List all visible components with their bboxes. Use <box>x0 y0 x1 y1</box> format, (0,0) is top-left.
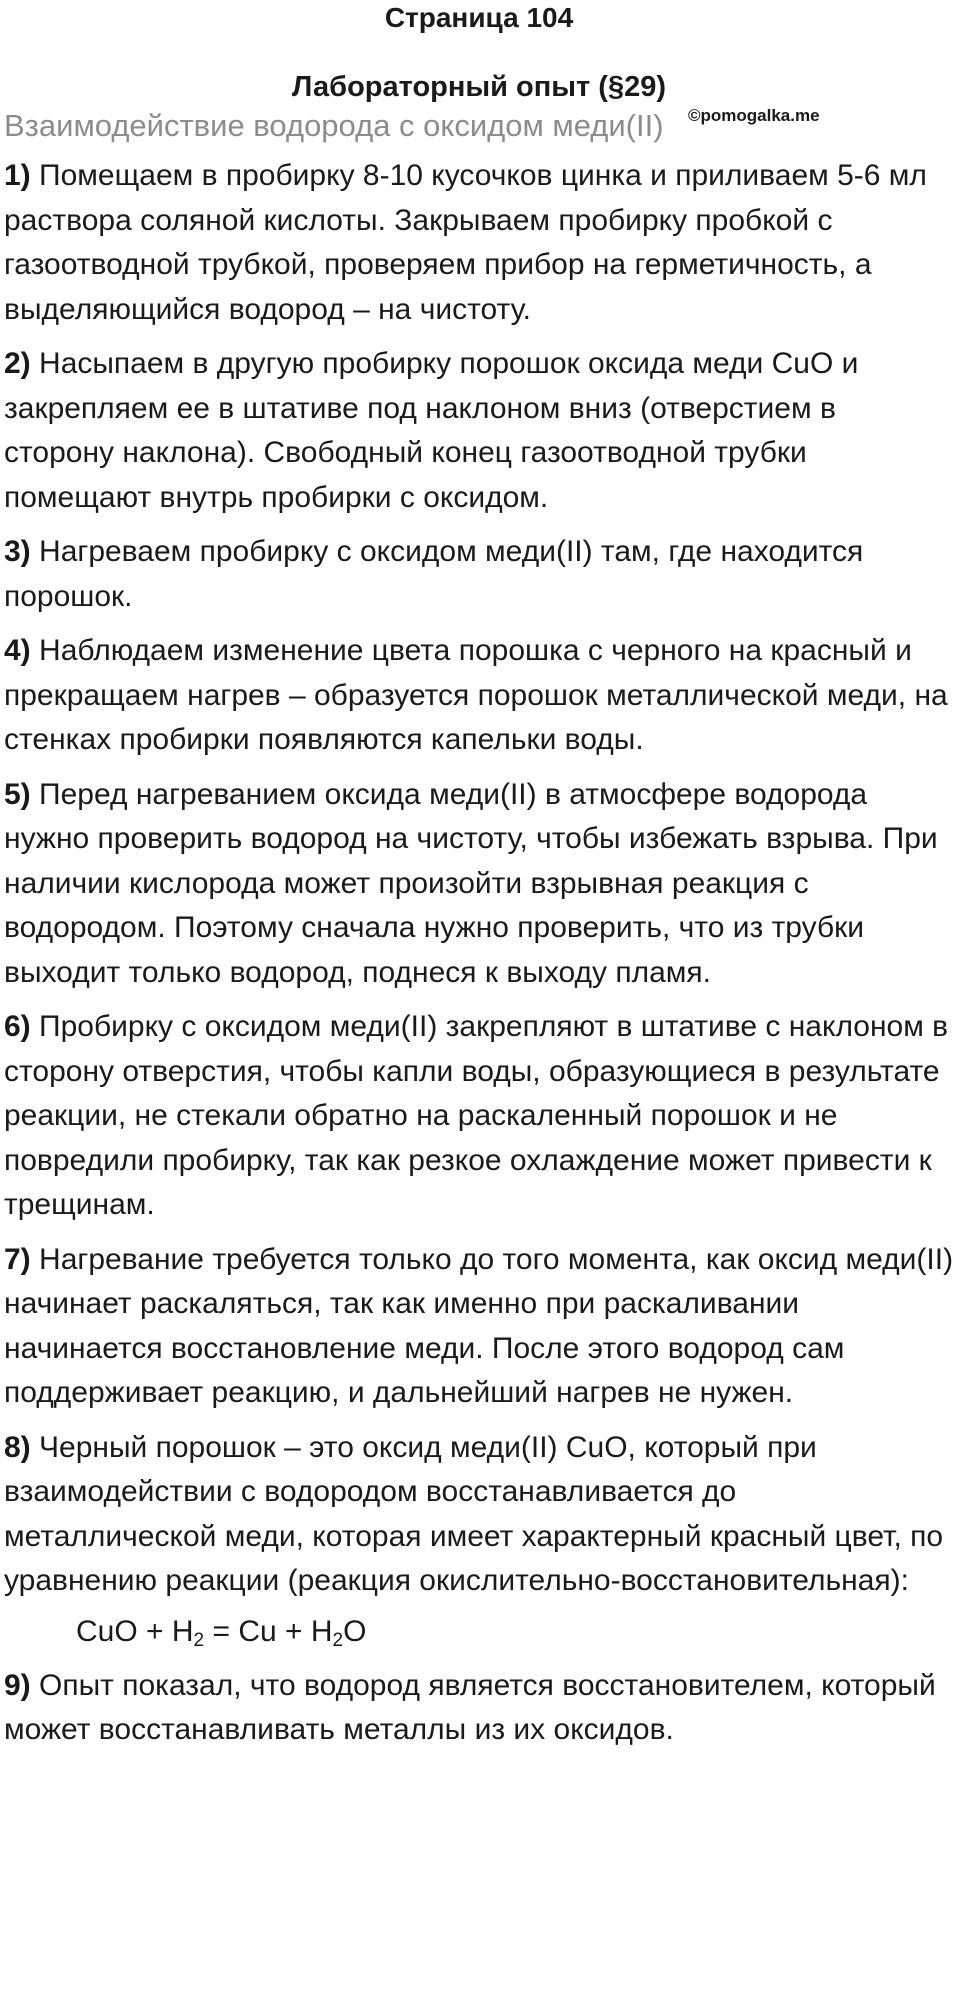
equation-subscript: 2 <box>332 1629 344 1651</box>
step-number: 1) <box>4 159 31 192</box>
step-text: Насыпаем в другую пробирку порошок оксида меди CuO и закрепляем ее в штативе под наклоном вниз (отверстием в сторону наклона). Свободный конец газоотводной трубки помещают внутрь пробирки с оксидом. <box>4 347 859 514</box>
step-number: 3) <box>4 535 31 568</box>
step-2 <box>4 342 954 520</box>
step-number: 9) <box>4 1668 31 1702</box>
step-4 <box>4 629 954 763</box>
step-7 <box>4 1238 954 1416</box>
step-number: 5) <box>4 777 31 811</box>
step-text: Перед нагреванием оксида меди(II) в атмосфере водорода нужно проверить водород на чистоту, чтобы избежать взрыва. При наличии кислорода может произойти взрывная реакция с водородом. Поэтому сначала нужно проверить, что из трубки выходит только водород, поднеся к выходу пламя. <box>4 777 938 989</box>
equation-part: CuO + H <box>76 1614 194 1648</box>
step-text: Помещаем в пробирку 8-10 кусочков цинка и приливаем 5-6 мл раствора соляной кислоты. Закрываем пробирку пробкой с газоотводной трубкой, проверяем прибор на герметичность, а выделяющийся водород – на чистоту. <box>4 159 927 326</box>
step-number: 2) <box>4 347 31 380</box>
step-1 <box>4 154 954 332</box>
lab-title: Лабораторный опыт (§29) <box>291 71 667 103</box>
step-text: Опыт показал, что водород является восстановителем, который может восстанавливать металлы из их оксидов. <box>4 1668 936 1746</box>
step-number: 6) <box>4 1010 31 1043</box>
step-number: 8) <box>4 1430 31 1464</box>
page-title: Страница 104 <box>384 2 574 33</box>
step-text: Нагреваем пробирку с оксидом меди(II) там, где находится порошок. <box>4 535 864 613</box>
watermark: ©pomogalka.me <box>688 106 820 125</box>
step-3 <box>4 530 954 619</box>
step-text: Наблюдаем изменение цвета порошка с черного на красный и прекращаем нагрев – образуется порошок металлической меди, на стенках пробирки появляются капельки воды. <box>4 634 948 756</box>
step-number: 4) <box>4 634 31 667</box>
step-text: Нагревание требуется только до того момента, как оксид меди(II) начинает раскаляться, так как именно при раскаливании начинается восстановление меди. После этого водород сам поддерживает реакцию, и дальнейший нагрев не нужен. <box>4 1242 954 1409</box>
step-number: 7) <box>4 1242 31 1276</box>
step-5 <box>4 773 954 996</box>
step-6 <box>4 1005 954 1228</box>
reaction-equation <box>76 1610 954 1654</box>
step-9 <box>4 1664 954 1753</box>
step-8 <box>4 1426 954 1604</box>
step-text: Черный порошок – это оксид меди(II) CuO, который при взаимодействии с водородом восстанавливается до металлической меди, которая имеет характерный красный цвет, по уравнению реакции (реакция окислительно-восстановительная): <box>4 1430 944 1597</box>
equation-part: O <box>343 1614 367 1648</box>
equation-part: = Cu + H <box>204 1614 333 1648</box>
equation-subscript: 2 <box>193 1629 205 1651</box>
experiment-subtitle: Взаимодействие водорода с оксидом меди(II) <box>4 108 664 143</box>
step-text: Пробирку с оксидом меди(II) закрепляют в штативе с наклоном в сторону отверстия, чтобы капли воды, образующиеся в результате реакции, не стекали обратно на раскаленный порошок и не повредили пробирку, так как резкое охлаждение может привести к трещинам. <box>4 1010 949 1221</box>
